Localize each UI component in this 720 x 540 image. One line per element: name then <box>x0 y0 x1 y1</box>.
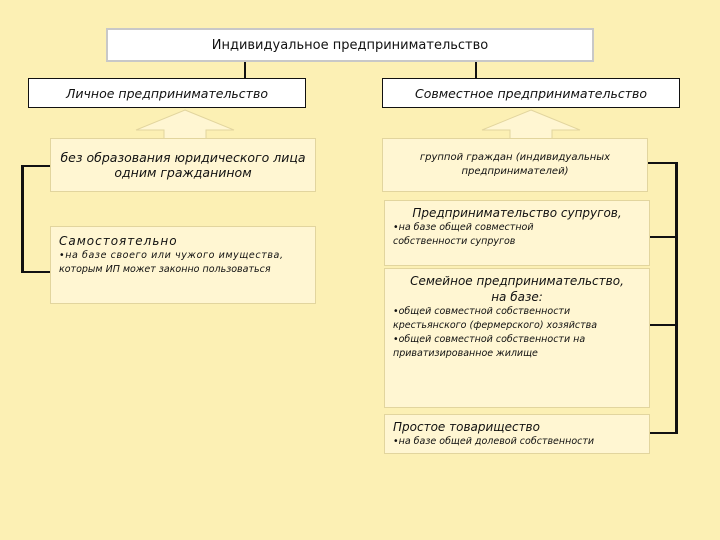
family-bullet1-line2: крестьянского (фермерского) хозяйства <box>393 320 598 331</box>
group-of-citizens-box <box>382 138 648 192</box>
without-legal-entity-line1: без образования юридического лица <box>60 150 306 165</box>
diagram-title: Индивидуальное предпринимательство <box>211 37 489 53</box>
independently-box <box>50 226 316 304</box>
personal-entrepreneurship-box <box>28 78 306 108</box>
group-of-citizens-line2: предпринимателей) <box>461 166 569 177</box>
left-bracket-top <box>21 165 50 167</box>
spouses-bullet-line1: •на базе общей совместной <box>393 222 534 233</box>
spouses-entrepreneurship-box <box>384 200 650 266</box>
spouses-title: Предпринимательство супругов, <box>412 206 622 220</box>
simple-partnership-box <box>384 414 650 454</box>
right-bracket-mid1 <box>650 236 678 238</box>
up-arrow-icon <box>130 108 240 140</box>
without-legal-entity-box <box>50 138 316 192</box>
connector-line <box>244 62 246 78</box>
diagram-title-box <box>106 28 594 62</box>
right-bracket-mid2 <box>650 324 678 326</box>
family-entrepreneurship-box <box>384 268 650 408</box>
without-legal-entity-line2: одним гражданином <box>114 165 252 180</box>
family-bullet2-line1: •общей совместной собственности на <box>393 334 586 345</box>
left-bracket-bottom <box>21 271 50 273</box>
joint-entrepreneurship-label: Совместное предпринимательство <box>414 85 648 101</box>
family-bullet2-line2: приватизированное жилище <box>393 348 538 359</box>
group-of-citizens-line1: группой граждан (индивидуальных <box>419 152 611 163</box>
joint-entrepreneurship-box <box>382 78 680 108</box>
partnership-title: Простое товарищество <box>393 420 540 434</box>
family-bullet1-line1: •общей совместной собственности <box>393 306 571 317</box>
family-title-line2: на базе: <box>491 290 543 304</box>
partnership-bullet: •на базе общей долевой собственности <box>393 436 595 447</box>
independently-bullet-line2: которым ИП может законно пользоваться <box>59 264 271 275</box>
personal-entrepreneurship-label: Личное предпринимательство <box>66 85 268 101</box>
independently-bullet-line1: •на базе своего или чужого имущества, <box>59 250 284 261</box>
up-arrow-icon <box>476 108 586 140</box>
left-bracket <box>21 165 24 273</box>
family-title-line1: Семейное предпринимательство, <box>410 274 624 288</box>
right-bracket-bottom <box>650 432 678 434</box>
spouses-bullet-line2: собственности супругов <box>393 236 516 247</box>
right-bracket <box>675 162 678 434</box>
independently-title: Самостоятельно <box>59 234 178 248</box>
connector-line <box>475 62 477 78</box>
right-bracket-top <box>648 162 678 164</box>
